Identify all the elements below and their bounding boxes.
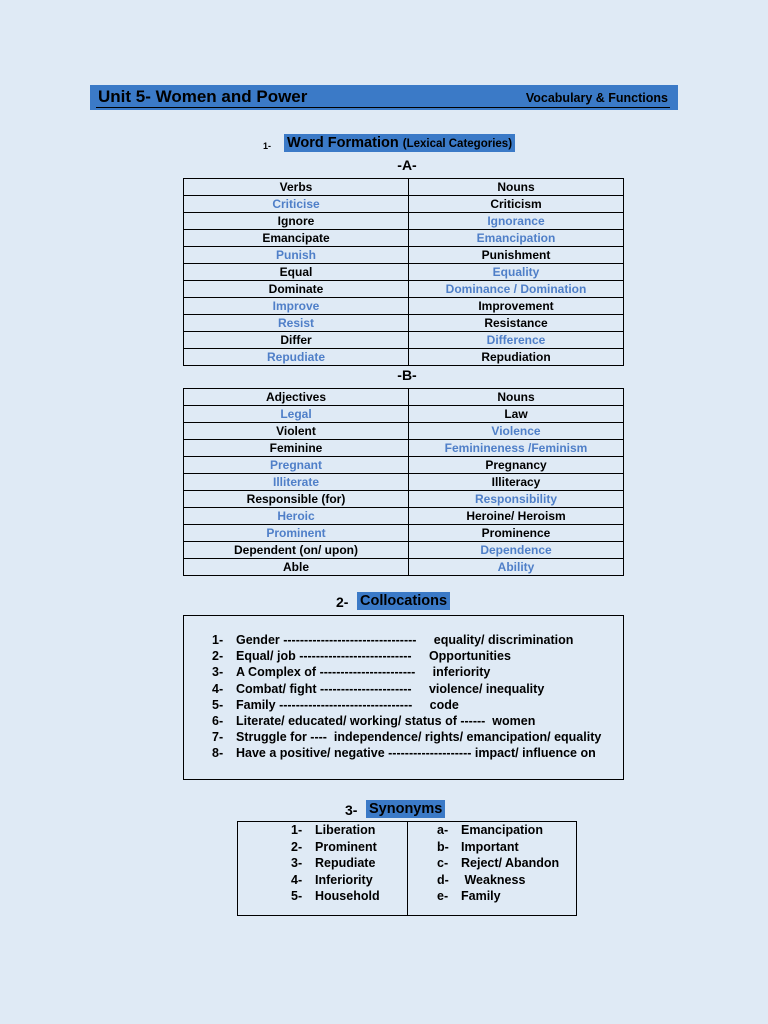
table-row bbox=[184, 247, 624, 264]
synonym-number: 1- bbox=[291, 823, 303, 837]
table-row bbox=[184, 315, 624, 332]
word-cell-left: Violent bbox=[184, 423, 409, 440]
collocation-number: 1- bbox=[212, 633, 224, 647]
table-row bbox=[184, 281, 624, 298]
collocation-number: 3- bbox=[212, 665, 224, 680]
synonym-number: 2- bbox=[291, 839, 303, 854]
word-cell-right: Repudiation bbox=[409, 349, 624, 366]
word-cell-left: Feminine bbox=[184, 440, 409, 457]
synonym-number: 3- bbox=[291, 856, 303, 871]
part-a-label: -A- bbox=[397, 157, 417, 173]
table-row bbox=[184, 559, 624, 576]
word-cell-right: Ignorance bbox=[409, 213, 624, 230]
word-cell-left: Heroic bbox=[184, 508, 409, 525]
word-cell-right: Dependence bbox=[409, 542, 624, 559]
header-cell-left: Verbs bbox=[184, 179, 409, 196]
collocation-text: Combat/ fight ---------------------- violence/ inequality bbox=[236, 681, 545, 696]
word-cell-right: Punishment bbox=[409, 247, 624, 264]
word-cell-left: Able bbox=[184, 559, 409, 576]
synonym-word: Inferiority bbox=[315, 872, 373, 887]
synonym-word: Emancipation bbox=[461, 823, 543, 837]
section1-title-note: (Lexical Categories) bbox=[402, 138, 513, 150]
table-header-row bbox=[184, 179, 624, 196]
table-row bbox=[184, 457, 624, 474]
collocation-number: 4- bbox=[212, 681, 224, 696]
part-b-label: -B- bbox=[397, 367, 417, 383]
word-cell-left: Prominent bbox=[184, 525, 409, 542]
section2-title: Collocations bbox=[357, 592, 450, 610]
table-row bbox=[184, 264, 624, 281]
word-cell-right: Criticism bbox=[409, 196, 624, 213]
word-cell-left: Illiterate bbox=[184, 474, 409, 491]
word-cell-right: Ability bbox=[409, 559, 624, 576]
table-row bbox=[184, 542, 624, 559]
word-cell-right: Heroine/ Heroism bbox=[409, 508, 624, 525]
table-row bbox=[184, 525, 624, 542]
table-row bbox=[184, 349, 624, 366]
synonym-word: Family bbox=[461, 889, 501, 904]
collocation-text: Have a positive/ negative -------------------- impact/ influence on bbox=[236, 746, 596, 761]
section1-heading bbox=[284, 134, 515, 152]
word-cell-right: Feminineness /Feminism bbox=[409, 440, 624, 457]
collocation-text: Gender -------------------------------- equality/ discrimination bbox=[236, 633, 574, 647]
word-cell-left: Improve bbox=[184, 298, 409, 315]
header-cell-left: Adjectives bbox=[184, 389, 409, 406]
synonym-word: Reject/ Abandon bbox=[461, 856, 560, 871]
collocation-text: Family -------------------------------- code bbox=[236, 697, 459, 712]
unit-subtitle: Vocabulary & Functions bbox=[525, 91, 668, 105]
collocation-text: Equal/ job --------------------------- Opportunities bbox=[236, 649, 511, 664]
table-row bbox=[184, 491, 624, 508]
word-cell-left: Ignore bbox=[184, 213, 409, 230]
word-cell-left: Equal bbox=[184, 264, 409, 281]
header-cell-right: Nouns bbox=[409, 389, 624, 406]
section3-heading bbox=[366, 801, 445, 817]
word-cell-right: Prominence bbox=[409, 525, 624, 542]
synonym-number: 4- bbox=[291, 872, 303, 887]
synonym-word: Liberation bbox=[315, 823, 376, 837]
collocation-number: 6- bbox=[212, 713, 224, 728]
word-cell-right: Violence bbox=[409, 423, 624, 440]
collocation-number: 8- bbox=[212, 746, 224, 761]
collocation-number: 5- bbox=[212, 697, 224, 712]
section1-title: Word Formation bbox=[287, 135, 399, 151]
synonym-number: 5- bbox=[291, 889, 303, 904]
header-underline bbox=[96, 107, 670, 108]
synonym-number: e- bbox=[437, 889, 449, 904]
synonym-word: Important bbox=[461, 839, 519, 854]
section3-title: Synonyms bbox=[366, 800, 445, 818]
synonym-word: Household bbox=[315, 889, 380, 904]
word-cell-right: Illiteracy bbox=[409, 474, 624, 491]
table-row bbox=[184, 213, 624, 230]
collocation-number: 7- bbox=[212, 730, 224, 745]
header-cell-right: Nouns bbox=[409, 179, 624, 196]
unit-title: Unit 5- Women and Power bbox=[98, 87, 308, 106]
synonyms-box bbox=[237, 821, 577, 916]
word-cell-right: Dominance / Domination bbox=[409, 281, 624, 298]
section2-number: 2- bbox=[336, 594, 349, 610]
word-cell-left: Repudiate bbox=[184, 349, 409, 366]
synonym-word: Repudiate bbox=[315, 856, 376, 871]
section2-heading bbox=[357, 593, 450, 609]
word-cell-left: Pregnant bbox=[184, 457, 409, 474]
table-row bbox=[184, 508, 624, 525]
synonym-number: d- bbox=[437, 872, 449, 887]
word-cell-left: Dominate bbox=[184, 281, 409, 298]
synonym-number: c- bbox=[437, 856, 449, 871]
collocation-number: 2- bbox=[212, 649, 224, 664]
word-cell-left: Emancipate bbox=[184, 230, 409, 247]
synonym-word: Weakness bbox=[461, 872, 526, 887]
collocation-text: Struggle for ---- independence/ rights/ emancipation/ equality bbox=[236, 730, 602, 745]
word-cell-right: Improvement bbox=[409, 298, 624, 315]
word-cell-right: Pregnancy bbox=[409, 457, 624, 474]
table-row bbox=[184, 230, 624, 247]
word-cell-left: Punish bbox=[184, 247, 409, 264]
word-cell-left: Legal bbox=[184, 406, 409, 423]
collocation-text: Literate/ educated/ working/ status of ------ women bbox=[236, 713, 536, 728]
word-cell-left: Criticise bbox=[184, 196, 409, 213]
table-row bbox=[184, 423, 624, 440]
synonym-word: Prominent bbox=[315, 839, 377, 854]
word-cell-right: Responsibility bbox=[409, 491, 624, 508]
word-cell-right: Equality bbox=[409, 264, 624, 281]
table-row bbox=[184, 298, 624, 315]
verbs-nouns-table bbox=[183, 178, 624, 366]
adjectives-nouns-table bbox=[183, 388, 624, 576]
word-cell-right: Law bbox=[409, 406, 624, 423]
section1-number: 1- bbox=[263, 141, 272, 151]
table-row bbox=[184, 406, 624, 423]
word-cell-left: Responsible (for) bbox=[184, 491, 409, 508]
table-row bbox=[184, 474, 624, 491]
word-cell-right: Emancipation bbox=[409, 230, 624, 247]
synonym-number: a- bbox=[437, 823, 449, 837]
table-row bbox=[184, 196, 624, 213]
word-cell-left: Resist bbox=[184, 315, 409, 332]
word-cell-right: Difference bbox=[409, 332, 624, 349]
section3-number: 3- bbox=[345, 802, 358, 818]
collocations-box bbox=[183, 615, 624, 780]
table-row bbox=[184, 440, 624, 457]
word-cell-left: Differ bbox=[184, 332, 409, 349]
synonym-number: b- bbox=[437, 839, 449, 854]
word-cell-left: Dependent (on/ upon) bbox=[184, 542, 409, 559]
table-header-row bbox=[184, 389, 624, 406]
table-row bbox=[184, 332, 624, 349]
collocation-text: A Complex of ----------------------- inferiority bbox=[236, 665, 491, 680]
word-cell-right: Resistance bbox=[409, 315, 624, 332]
synonyms-divider bbox=[407, 822, 408, 915]
